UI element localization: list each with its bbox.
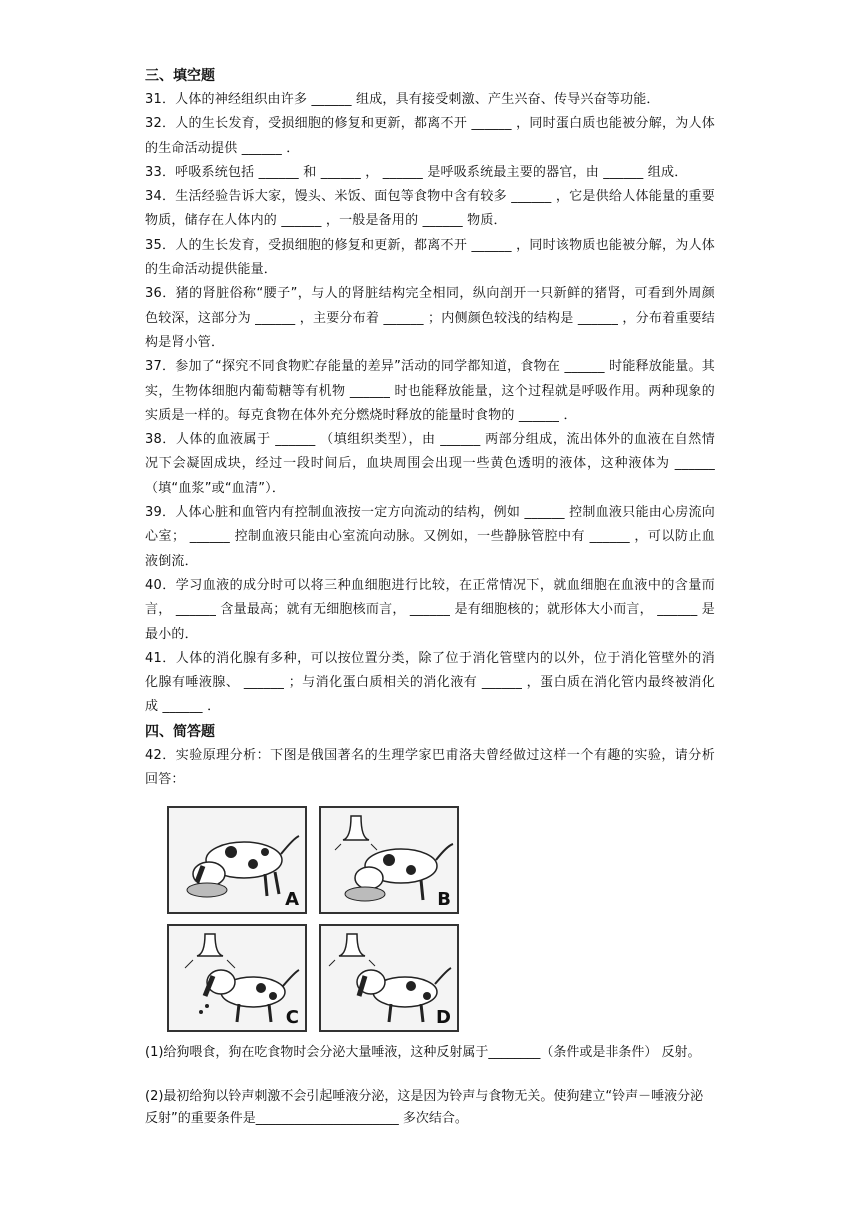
section-title-fill-blank: 三、填空题 [145,68,215,84]
question-39: 39．人体心脏和血管内有控制血液按一定方向流动的结构，例如 ______ 控制血液只能由心房流向心室； ______ 控制血液只能由心室流向动脉。又例如，一些静脉管腔中有 ______ ，可以防止血液倒流． [145,505,715,569]
worksheet-page [145,64,715,1130]
question-32: 32．人的生长发育，受损细胞的修复和更新，都离不开 ______ ，同时蛋白质也能被分解，为人体的生命活动提供 ______ ． [145,116,715,156]
question-42-part-2: (2)最初给狗以铃声刺激不会引起唾液分泌，这是因为铃声与食物无关。使狗建立“铃声－唾液分泌反射”的重要条件是______________________ 多次结合。 [145,1089,704,1127]
question-42-stem: 42．实验原理分析：下图是俄国著名的生理学家巴甫洛夫曾经做过这样一个有趣的实验，请分析回答： [145,747,715,788]
panel-label: C [285,1007,299,1029]
question-34: 34．生活经验告诉大家，馒头、米饭、面包等食物中含有较多 ______ ，它是供给人体能量的重要物质，储存在人体内的 ______ ，一般是备用的 ______ 物质． [145,189,715,229]
panel-label: B [437,889,451,911]
question-40: 40．学习血液的成分时可以将三种血细胞进行比较，在正常情况下，就血细胞在血液中的含量而言， ______ 含量最高；就有无细胞核而言， ______ 是有细胞核的；就形体大小而言， ______ 是最小的． [145,577,715,642]
question-37: 37．参加了“探究不同食物贮存能量的差异”活动的同学都知道，食物在 ______ 时能释放能量。其实，生物体细胞内葡萄糖等有机物 ______ 时也能释放能量，这个过程就是呼吸作用。两种现象的实质是一样的。每克食物在体外充分燃烧时释放的能量时食物的 ______ ． [145,359,715,423]
question-38: 38．人体的血液属于 ______ （填组织类型），由 ______ 两部分组成，流出体外的血液在自然情况下会凝固成块，经过一段时间后，血块周围会出现一些黄色透明的液体，这种液体为 ______ （填“血浆”或“血清”）． [145,432,715,496]
panel-label: A [285,889,299,911]
panel-label: D [436,1007,451,1029]
question-36: 36．猪的肾脏俗称“腰子”，与人的肾脏结构完全相同，纵向剖开一只新鲜的猪肾，可看到外周颜色较深，这部分为 ______ ，主要分布着 ______ ；内侧颜色较浅的结构是 ______ ，分布着重要结构是肾小管． [145,286,715,350]
dog-bell-salivating-illustration [169,926,305,1030]
question-33: 33．呼吸系统包括 ______ 和 ______ ， ______ 是呼吸系统最主要的器官，由 ______ 组成． [145,164,688,180]
panel-d-bell-only [319,924,459,1032]
question-31: 31．人体的神经组织由许多 ______ 组成，具有接受刺激、产生兴奋、传导兴奋等功能． [145,92,660,107]
panel-c-bell-salivating [167,924,307,1032]
panel-b-bell-and-food [319,806,459,914]
pavlov-experiment-figure [167,806,457,1032]
panel-a-dog-eating [167,806,307,914]
question-35: 35．人的生长发育，受损细胞的修复和更新，都离不开 ______ ，同时该物质也能被分解，为人体的生命活动提供能量． [145,237,715,278]
question-42-part-1: (1)给狗喂食，狗在吃食物时会分泌大量唾液，这种反射属于________（条件或是非条件） 反射。 [145,1045,701,1061]
question-41: 41．人体的消化腺有多种，可以按位置分类，除了位于消化管壁内的以外，位于消化管壁外的消化腺有唾液腺、 ______ ；与消化蛋白质相关的消化液有 ______ ，蛋白质在消化管内最终被消化成 ______ ． [145,650,715,715]
section-title-short-answer: 四、简答题 [145,723,215,740]
